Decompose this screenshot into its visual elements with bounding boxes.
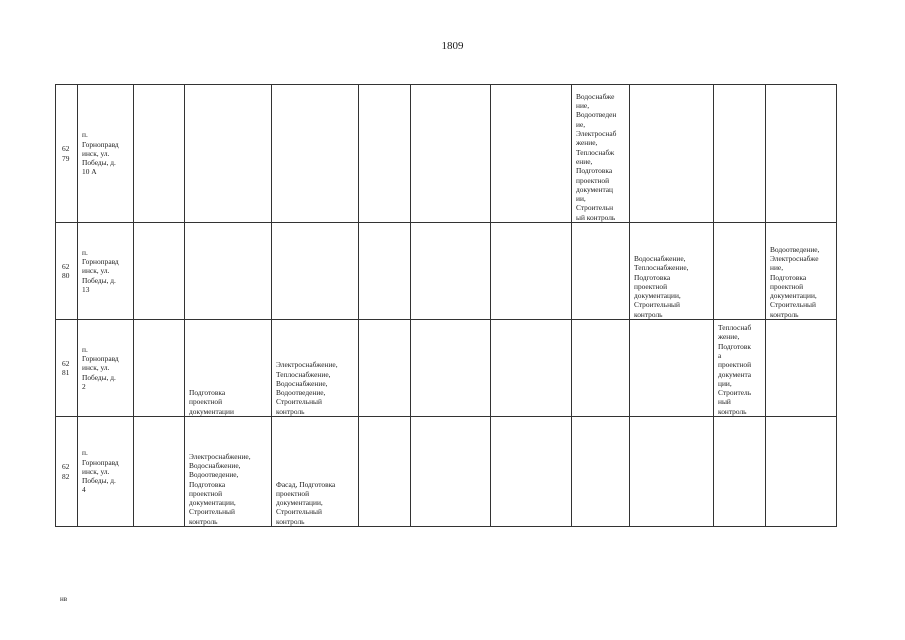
- works-table: [55, 84, 837, 527]
- work-cell: Электроснабжение, Водоснабжение, Водоотведение, Подготовка проектной документации, Строительный контроль: [185, 417, 272, 527]
- work-cell: Теплоснаб жение, Подготовк а проектной документа ции, Строитель ный контроль: [714, 320, 766, 417]
- empty-cell: [766, 85, 837, 223]
- work-cell: Водоснабжение, Теплоснабжение, Подготовка проектной документации, Строительный контроль: [630, 223, 714, 320]
- empty-cell: [630, 85, 714, 223]
- empty-cell: [185, 223, 272, 320]
- empty-cell: [411, 85, 491, 223]
- empty-cell: [572, 417, 630, 527]
- row-number: 62 80: [56, 223, 78, 320]
- empty-cell: [630, 320, 714, 417]
- table-row: [56, 223, 837, 320]
- empty-cell: [714, 223, 766, 320]
- empty-cell: [134, 320, 185, 417]
- empty-cell: [411, 320, 491, 417]
- empty-cell: [491, 320, 572, 417]
- address-cell: п. Горноправд инск, ул. Победы, д. 2: [78, 320, 134, 417]
- table-row: [56, 85, 837, 223]
- empty-cell: [185, 85, 272, 223]
- empty-cell: [491, 85, 572, 223]
- work-cell: Подготовка проектной документации: [185, 320, 272, 417]
- empty-cell: [714, 85, 766, 223]
- work-cell: Водоотведение, Электроснабже ние, Подготовка проектной документации, Строительный контроль: [766, 223, 837, 320]
- work-cell: Водоснабже ние, Водоотведен ие, Электроснаб жение, Теплоснабж ение, Подготовка проектной документац ии, Строительн ый контроль: [572, 85, 630, 223]
- work-cell: Электроснабжение, Теплоснабжение, Водоснабжение, Водоотведение, Строительный контроль: [272, 320, 359, 417]
- empty-cell: [491, 223, 572, 320]
- empty-cell: [714, 417, 766, 527]
- empty-cell: [411, 223, 491, 320]
- row-number: 62 82: [56, 417, 78, 527]
- empty-cell: [572, 223, 630, 320]
- empty-cell: [359, 85, 411, 223]
- work-cell: Фасад, Подготовка проектной документации, Строительный контроль: [272, 417, 359, 527]
- row-number: 62 81: [56, 320, 78, 417]
- empty-cell: [134, 85, 185, 223]
- empty-cell: [272, 85, 359, 223]
- address-cell: п. Горноправд инск, ул. Победы, д. 13: [78, 223, 134, 320]
- empty-cell: [359, 223, 411, 320]
- empty-cell: [572, 320, 630, 417]
- table-row: [56, 417, 837, 527]
- page-number: 1809: [441, 40, 464, 52]
- empty-cell: [411, 417, 491, 527]
- empty-cell: [766, 320, 837, 417]
- address-cell: п. Горноправд инск, ул. Победы, д. 10 А: [78, 85, 134, 223]
- empty-cell: [134, 223, 185, 320]
- empty-cell: [630, 417, 714, 527]
- footer-mark: нв: [60, 595, 68, 603]
- empty-cell: [134, 417, 185, 527]
- empty-cell: [359, 417, 411, 527]
- address-cell: п. Горноправд инск, ул. Победы, д. 4: [78, 417, 134, 527]
- empty-cell: [359, 320, 411, 417]
- table-row: [56, 320, 837, 417]
- empty-cell: [491, 417, 572, 527]
- row-number: 62 79: [56, 85, 78, 223]
- empty-cell: [272, 223, 359, 320]
- empty-cell: [766, 417, 837, 527]
